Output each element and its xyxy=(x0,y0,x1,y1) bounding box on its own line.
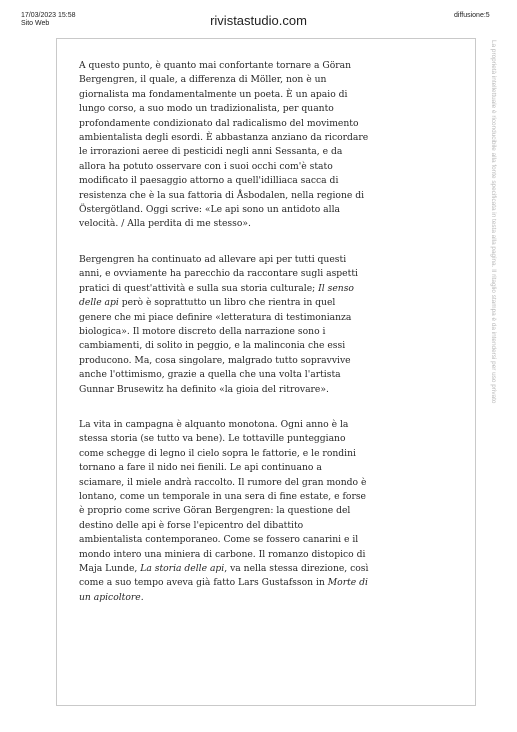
book-title-morte-di-un-apicoltore: Morte di un apicoltore xyxy=(79,577,368,603)
header-site: rivistastudio.com xyxy=(210,13,307,28)
side-notice: La proprietà intellettuale è riconducibile alla fonte specificata in testa alla pagina. Il ritaglio stampa è da intendersi per uso privato xyxy=(490,40,497,404)
header-distribution: diffusione:5 xyxy=(454,12,490,19)
book-title-il-senso-delle-api: Il senso delle api xyxy=(79,282,354,309)
header-datetime: 17/03/2023 15:58 xyxy=(21,12,76,19)
p2-text-a: Bergengren ha continuato ad allevare api per tutti questi anni, e ovviamente ha parecchio da raccontare sugli aspetti pratici di quest'attività e sulla sua storia culturale; xyxy=(79,253,358,294)
book-title-la-storia-delle-api: La storia delle api xyxy=(140,563,225,574)
article-paragraph-3 xyxy=(79,418,369,605)
article-paragraph-2 xyxy=(79,253,369,397)
header-source-type: Sito Web xyxy=(21,20,50,27)
p3-text-a: La vita in campagna è alquanto monotona. Ogni anno è la stessa storia (se tutto va bene). Le tottaville punteggiano come schegge di legno il cielo sopra le fattorie, e le rondini tornano a fare il nido nei fienili. Le api continuano a sciamare, il miele andrà raccolto. Il rumore del gran mondo è lontano, come un temporale in una sera di fine estate, e forse è proprio come scrive Göran Bergengren: la questione del destino delle api è forse l'epicentro del dibattito ambientalista contemporaneo. Come se fossero canarini e il mondo intero una miniera di carbone. Il romanzo distopico di Maja Lunde, xyxy=(79,418,367,574)
p3-text-c: . xyxy=(140,591,144,603)
p2-text-b: però è soprattutto un libro che rientra in quel genere che mi piace definire «letteratura di testimonianza biologica». Il motore discreto della narrazione sono i cambiamenti, di solito in peggio, e la malinconia che essi producono. Ma, cosa singolare, malgrado tutto sopravvive anche l'ottimismo, grazie a quella che una volta l'artista Gunnar Brusewitz ha definito «la gioia del ritrovare». xyxy=(79,297,352,395)
article-paragraph-1: A questo punto, è quanto mai confortante tornare a Göran Bergengren, il quale, a differenza di Möller, non è un giornalista ma fondamentalmente un poeta. È un apaio di lungo corso, a suo modo un tradizionalista, per quanto profondamente condizionato dal radicalismo del movimento ambientalista degli esordi. È abbastanza anziano da ricordare le irrorazioni aeree di pesticidi negli anni Sessanta, e da allora ha potuto osservare con i suoi occhi com'è stato modificato il paesaggio attorno a quell'idilliaca sacca di resistenza che è la sua fattoria di Åsbodalen, nella regione di Östergötland. Oggi scrive: «Le api sono un antidoto alla velocità. / Alla perdita di me stesso». xyxy=(79,60,369,230)
side-notice-wrap xyxy=(487,40,499,540)
article-body xyxy=(79,59,369,626)
p3-text-b: , va nella stessa direzione, così come a suo tempo aveva già fatto Lars Gustafsson in xyxy=(79,563,369,589)
